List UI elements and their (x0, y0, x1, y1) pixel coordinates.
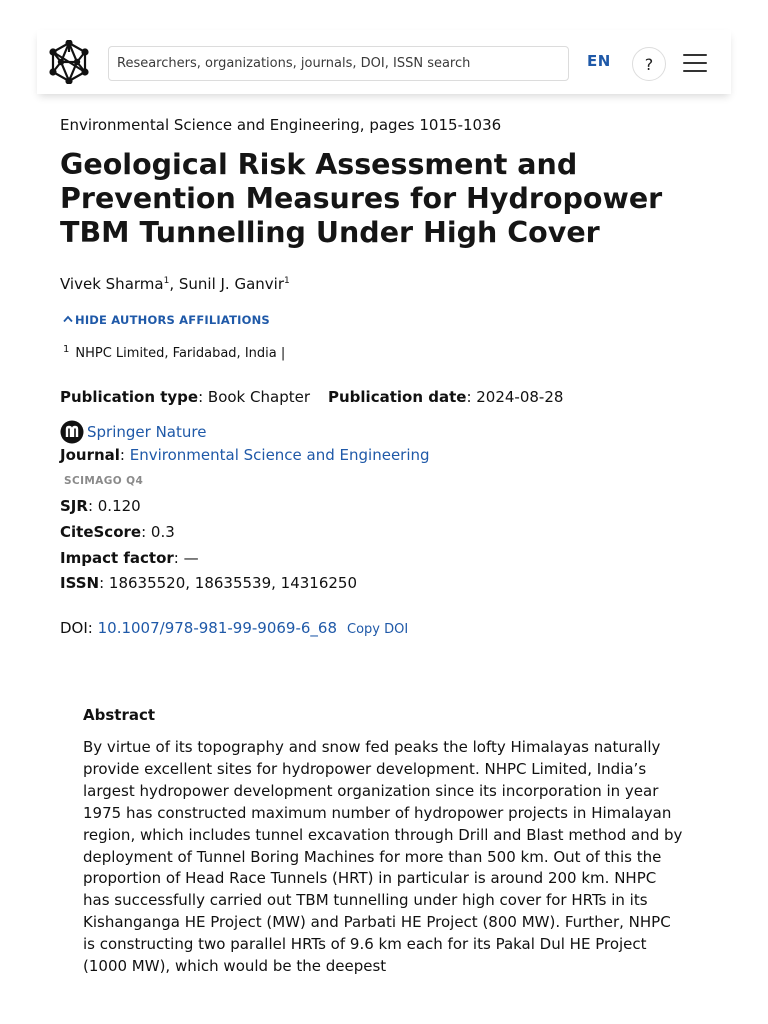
copy-doi-button[interactable]: Copy DOI (347, 622, 409, 637)
publication-type-value: : Book Chapter (198, 388, 310, 406)
author-separator: , (169, 275, 179, 293)
question-icon: ? (644, 54, 654, 74)
hide-affiliations-label: HIDE AUTHORS AFFILIATIONS (75, 313, 270, 327)
doi-label: DOI: (60, 619, 98, 637)
help-button[interactable] (632, 47, 666, 81)
sjr-value: : 0.120 (87, 497, 141, 515)
publisher-row (60, 420, 206, 444)
issn-row (60, 574, 357, 592)
network-logo-icon[interactable] (47, 40, 91, 84)
chevron-up-icon (63, 315, 73, 323)
citescore-row (60, 523, 175, 541)
springer-logo-icon (60, 420, 84, 444)
site-header (37, 30, 731, 94)
sjr-label: SJR (60, 497, 88, 515)
author-name[interactable]: Vivek Sharma (60, 275, 164, 293)
author-affiliation-ref: 1 (284, 276, 290, 286)
series-pages: Environmental Science and Engineering, pages 1015-1036 (60, 116, 502, 134)
page-title: Geological Risk Assessment and Prevention Measures for Hydropower TBM Tunnelling Under High Cover (60, 148, 663, 249)
publication-date-label: Publication date (328, 388, 467, 406)
authors-list (60, 275, 290, 293)
impact-factor-row (60, 549, 199, 567)
sjr-row (60, 497, 141, 515)
citescore-value: : 0.3 (141, 523, 175, 541)
publication-type (60, 388, 310, 406)
hamburger-menu-icon[interactable] (683, 52, 709, 74)
author-name[interactable]: Sunil J. Ganvir (178, 275, 285, 293)
author-affiliation-ref: 1 (163, 276, 170, 286)
doi-link[interactable]: 10.1007/978-981-99-9069-6_68 (97, 619, 337, 637)
affiliation-item (63, 344, 285, 361)
doi-row (60, 619, 408, 637)
scimago-badge: SCIMAGO Q4 (64, 475, 144, 487)
journal-separator: : (119, 446, 130, 464)
abstract-heading: Abstract (83, 706, 156, 724)
impact-factor-value: : — (173, 549, 199, 567)
journal-row (60, 446, 430, 464)
affiliation-number: 1 (63, 344, 70, 355)
hide-affiliations-toggle[interactable] (63, 313, 270, 327)
journal-link[interactable]: Environmental Science and Engineering (129, 446, 430, 464)
publication-type-label: Publication type (60, 388, 199, 406)
issn-label: ISSN (60, 574, 100, 592)
issn-value: : 18635520, 18635539, 14316250 (99, 574, 358, 592)
journal-label: Journal (60, 446, 120, 464)
search-input[interactable] (108, 46, 569, 81)
abstract-text: By virtue of its topography and snow fed peaks the lofty Himalayas naturally provide excellent sites for hydropower development. NHPC Limited, India’s largest hydropower development organization since its incorporation in year 1975 has constructed maximum number of hydropower projects in Himalayan region, which includes tunnel excavation through Drill and Blast method and by deployment of Tunnel Boring Machines for more than 500 km. Out of this the proportion of Head Race Tunnels (HRT) in particular is around 200 km. NHPC has successfully carried out TBM tunnelling under high cover for HRTs in its Kishanganga HE Project (MW) and Parbati HE Project (800 MW). Further, NHPC is constructing two parallel HRTs of 9.6 km each for its Pakal Dul HE Project (1000 MW), which would be the deepest (83, 738, 683, 976)
citescore-label: CiteScore (60, 523, 142, 541)
publication-date-value: : 2024-08-28 (466, 388, 564, 406)
impact-factor-label: Impact factor (60, 549, 174, 567)
publisher-link[interactable]: Springer Nature (87, 423, 207, 441)
language-switch[interactable]: EN (587, 52, 611, 70)
affiliation-text: NHPC Limited, Faridabad, India | (75, 346, 286, 361)
publication-date (328, 388, 563, 406)
